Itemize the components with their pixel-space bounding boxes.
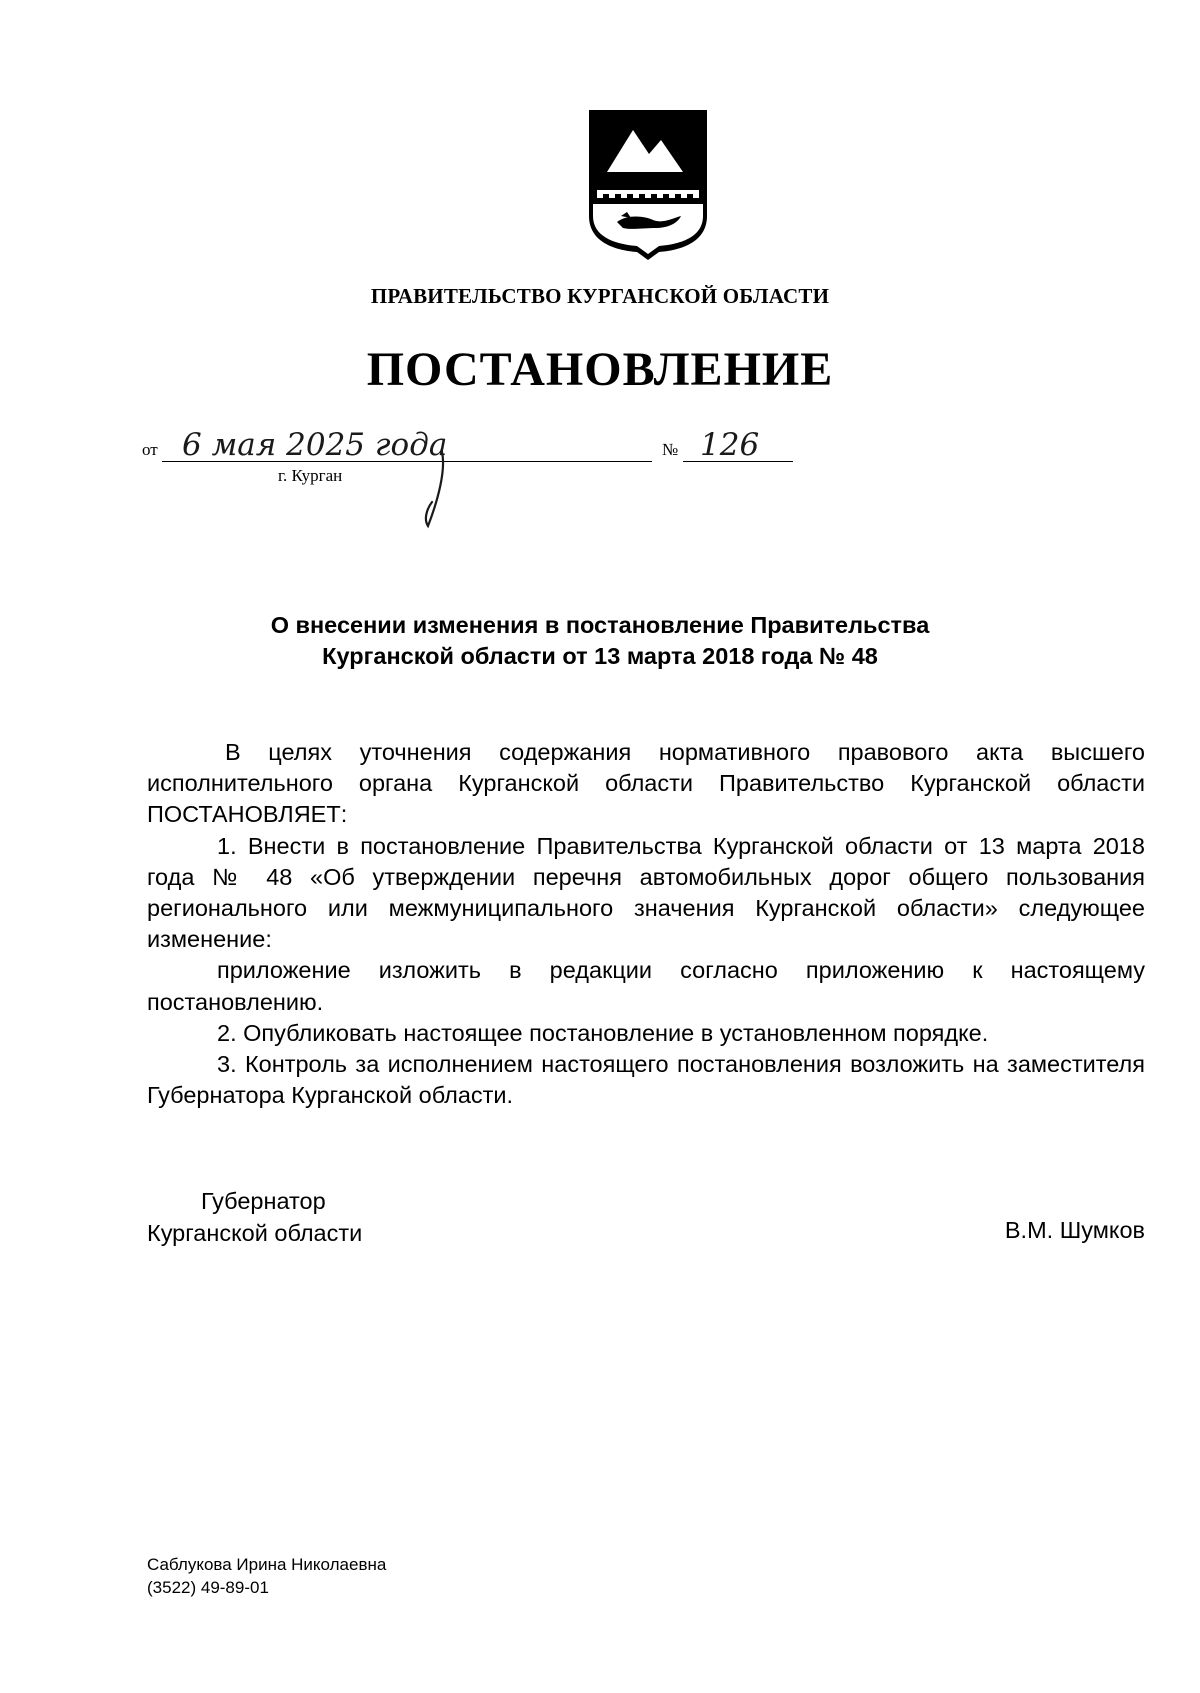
kurgan-coat-of-arms-icon	[587, 108, 709, 260]
signatory-title	[147, 1185, 362, 1249]
body-paragraph-preamble: В целях уточнения содержания нормативного правового акта высшего исполнительного органа Курганской области Правительство Курганской области ПОСТАНОВЛЯЕТ:	[147, 739, 1145, 828]
handwritten-number: 126	[700, 427, 760, 463]
executor-name: Саблукова Ирина Николаевна	[147, 1555, 387, 1574]
signatory-title-line-1: Губернатор	[201, 1188, 326, 1214]
document-body	[147, 737, 1145, 1111]
handwritten-date: 6 мая 2025 года	[182, 427, 448, 463]
document-subject	[0, 610, 1200, 672]
body-paragraph-item-1: 1. Внести в постановление Правительства Курганской области от 13 марта 2018 года № 48 «Об утверждении перечня автомобильных дорог общего пользования регионального или межмуниципального значения Курганской области» следующее изменение:	[147, 832, 1145, 953]
city-name: г. Курган	[278, 466, 343, 485]
subject-line-2: Курганской области от 13 марта 2018 года № 48	[322, 643, 878, 669]
signatory-name: В.М. Шумков	[1004, 1217, 1145, 1243]
subject-line-1: О внесении изменения в постановление Правительства	[270, 612, 930, 638]
signatory-title-line-2: Курганской области	[147, 1220, 363, 1246]
document-type-title: ПОСТАНОВЛЕНИЕ	[366, 343, 834, 396]
date-prefix: от	[142, 440, 158, 459]
executor-phone: (3522) 49-89-01	[147, 1578, 269, 1597]
number-prefix: №	[662, 440, 679, 459]
body-paragraph-amendment: приложение изложить в редакции согласно приложению к настоящему постановлению.	[147, 957, 1145, 1015]
pen-stroke-mark	[420, 450, 450, 530]
organization-name: ПРАВИТЕЛЬСТВО КУРГАНСКОЙ ОБЛАСТИ	[370, 284, 830, 308]
executor-contact	[147, 1553, 386, 1599]
body-paragraph-item-2: 2. Опубликовать настоящее постановление в установленном порядке.	[217, 1019, 989, 1046]
body-paragraph-item-3: 3. Контроль за исполнением настоящего постановления возложить на заместителя Губернатора Курганской области.	[147, 1051, 1145, 1109]
